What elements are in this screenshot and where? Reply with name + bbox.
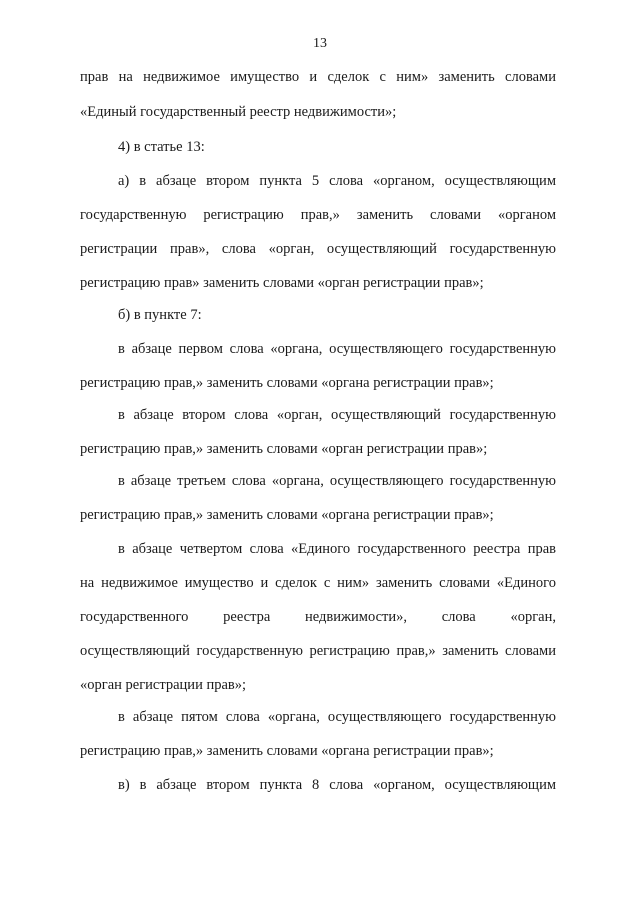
text-line: в абзаце пятом слова «органа, осуществляющего государственную	[118, 709, 556, 725]
text-line: государственную регистрацию прав,» заменить словами «органом	[80, 207, 556, 223]
text-line: в абзаце втором слова «орган, осуществляющий государственную	[118, 407, 556, 423]
text-line: регистрации прав», слова «орган, осуществляющий государственную	[80, 241, 556, 257]
text-line: б) в пункте 7:	[118, 307, 202, 323]
text-line: осуществляющий государственную регистрацию прав,» заменить словами	[80, 643, 556, 659]
text-line: 4) в статье 13:	[118, 139, 205, 155]
text-line: регистрацию прав,» заменить словами «органа регистрации прав»;	[80, 507, 494, 523]
text-line: в абзаце первом слова «органа, осуществляющего государственную	[118, 341, 556, 357]
text-line: «орган регистрации прав»;	[80, 677, 247, 693]
text-line: регистрацию прав,» заменить словами «органа регистрации прав»;	[80, 375, 494, 391]
text-line: а) в абзаце втором пункта 5 слова «органом, осуществляющим	[118, 173, 556, 189]
text-line: прав на недвижимое имущество и сделок с ним» заменить словами	[80, 69, 556, 85]
text-line: «Единый государственный реестр недвижимости»;	[80, 104, 397, 120]
text-line: государственного реестра недвижимости», слова «орган,	[80, 609, 556, 625]
text-line: на недвижимое имущество и сделок с ним» заменить словами «Единого	[80, 575, 556, 591]
page-number: 13	[313, 36, 327, 51]
text-line: в абзаце третьем слова «органа, осуществляющего государственную	[118, 473, 556, 489]
text-line: в) в абзаце втором пункта 8 слова «органом, осуществляющим	[118, 777, 556, 793]
text-line: регистрацию прав,» заменить словами «орган регистрации прав»;	[80, 441, 488, 457]
text-line: регистрацию прав» заменить словами «орган регистрации прав»;	[80, 275, 484, 291]
text-line: регистрацию прав,» заменить словами «органа регистрации прав»;	[80, 743, 494, 759]
text-line: в абзаце четвертом слова «Единого государственного реестра прав	[118, 541, 556, 557]
